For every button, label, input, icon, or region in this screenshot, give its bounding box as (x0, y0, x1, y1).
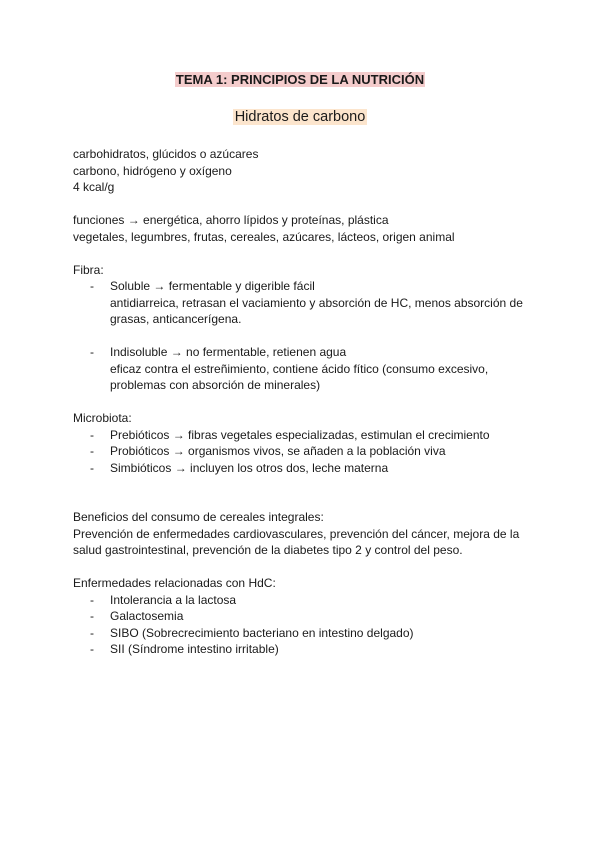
enfermedades-item: Intolerancia a la lactosa (110, 592, 237, 607)
list-item (73, 608, 543, 625)
fibra-insoluble-line: Indisoluble → no fermentable, retienen agua (110, 345, 347, 359)
section-subtitle (0, 108, 600, 126)
beneficios-line: salud gastrointestinal, prevención de la diabetes tipo 2 y control del peso. (73, 543, 463, 557)
list-item (73, 625, 543, 642)
enfermedades-block (73, 575, 543, 658)
page-title (0, 72, 600, 88)
beneficios-block (73, 509, 543, 559)
bullet-dash: - (90, 592, 94, 607)
intro-block (73, 146, 543, 196)
list-item (73, 460, 543, 477)
fibra-insoluble-line: problemas con absorción de minerales) (110, 378, 321, 392)
fibra-insoluble-line: eficaz contra el estreñimiento, contiene ácido fítico (consumo excesivo, (110, 361, 489, 376)
functions-line: funciones → energética, ahorro lípidos y proteínas, plástica (73, 213, 389, 227)
fibra-soluble-item (73, 278, 543, 328)
intro-line: 4 kcal/g (73, 180, 115, 194)
page-title-text: TEMA 1: PRINCIPIOS DE LA NUTRICIÓN (175, 72, 425, 87)
enfermedades-label: Enfermedades relacionadas con HdC: (73, 576, 276, 590)
fibra-soluble-line: antidiarreica, retrasan el vaciamiento y absorción de HC, menos absorción de (110, 295, 523, 310)
intro-line: carbohidratos, glúcidos o azúcares (73, 147, 259, 161)
beneficios-line: Prevención de enfermedades cardiovasculares, prevención del cáncer, mejora de la (73, 526, 520, 541)
microbiota-item: Simbióticos → incluyen los otros dos, leche materna (110, 460, 389, 475)
sources-line: vegetales, legumbres, frutas, cereales, azúcares, lácteos, origen animal (73, 229, 455, 244)
fibra-soluble-line: Soluble → fermentable y digerible fácil (110, 279, 315, 293)
intro-line: carbono, hidrógeno y oxígeno (73, 163, 232, 178)
microbiota-block (73, 410, 543, 476)
microbiota-item: Probióticos → organismos vivos, se añaden a la población viva (110, 444, 446, 458)
microbiota-label: Microbiota: (73, 411, 132, 425)
bullet-dash: - (90, 444, 94, 458)
list-item (73, 443, 543, 460)
bullet-dash: - (90, 460, 94, 475)
bullet-dash: - (90, 279, 94, 293)
fibra-label: Fibra: (73, 262, 104, 277)
functions-block (73, 212, 543, 245)
bullet-dash: - (90, 625, 94, 640)
enfermedades-item: SII (Síndrome intestino irritable) (110, 642, 279, 656)
fibra-insoluble-item (73, 344, 543, 394)
section-subtitle-text: Hidratos de carbono (234, 109, 366, 125)
fibra-block (73, 262, 543, 394)
bullet-dash: - (90, 427, 94, 442)
microbiota-item: Prebióticos → fibras vegetales especializadas, estimulan el crecimiento (110, 427, 490, 442)
enfermedades-item: SIBO (Sobrecrecimiento bacteriano en intestino delgado) (110, 625, 414, 640)
bullet-dash: - (90, 345, 94, 359)
list-item (73, 592, 543, 609)
list-item (73, 641, 543, 658)
enfermedades-item: Galactosemia (110, 609, 184, 623)
beneficios-label: Beneficios del consumo de cereales integrales: (73, 510, 324, 524)
bullet-dash: - (90, 609, 94, 623)
document-body (73, 146, 543, 658)
list-item (73, 427, 543, 444)
bullet-dash: - (90, 642, 94, 656)
fibra-soluble-line: grasas, anticancerígena. (110, 312, 242, 326)
